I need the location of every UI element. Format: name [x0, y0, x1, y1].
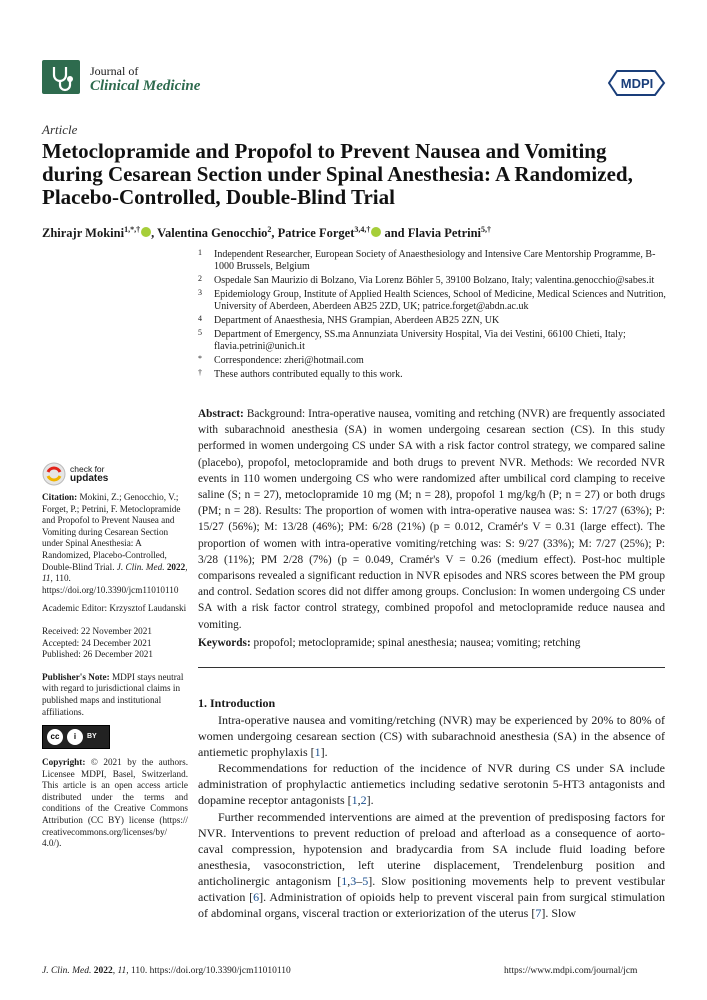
- accepted-date: Accepted: 24 December 2021: [42, 637, 152, 648]
- citation-link[interactable]: 5: [362, 873, 369, 888]
- section-heading: 1. Introduction: [198, 696, 276, 710]
- creative-commons-icon: cc: [47, 729, 63, 745]
- keywords-label: Keywords:: [198, 637, 251, 649]
- introduction-body: [198, 712, 665, 921]
- citation-doi[interactable]: , 110. https://doi.org/10.3390/jcm11010110: [42, 573, 179, 595]
- orcid-icon[interactable]: [141, 227, 151, 237]
- abstract: [198, 406, 665, 633]
- author-sup: 5,†: [481, 225, 492, 234]
- affiliations: [198, 249, 668, 383]
- footer-citation: J. Clin. Med. 2022, 11, 110. https://doi.org/10.3390/jcm11010110: [42, 966, 291, 976]
- abstract-text: Background: Intra-operative nausea, vomiting and retching (NVR) are frequently associated with subarachnoid anesthesia (SA) in women undergoing cesarean section (CS). In this study performed in women undergoing CS under SA with a risk factor control strategy, we compared saline (placebo), propofol, metoclopramide and both drugs to prevent NVR. Methods: We recorded NVR events in 110 women undergoing CS who were randomized after umbilical cord clamping to receive saline (S; n = 27), metoclopramide 10 mg (M; n = 28), propofol 1 mg/kg/h (P; n = 27) or both drugs (PM; n = 28). Results: The proportion of women with intra-operative nausea was: S: 17/27 (63%); P: 15/27 (56%); M: 13/28 (46%); PM: 6/28 (21%) (p = 0.012, Cramér's V = 0.31 (large effect). The proportion of women with intra-operative vomiting/retching was: S: 9/27 (33%); M: 7/27 (25%); P: 3/28 (11%); PM 2/28 (7%) (p = 0.049, Cramér's V = 0.26 (medium effect). Post-hoc multiple comparisons revealed a significant reduction in NVR episodes and NRS scores between the PM group and control. Sedation scores did not differ among groups. Conclusion: In women undergoing CS under SA with a risk factor control strategy, combined propofol and metoclopramide reduce nausea and vomiting.: [198, 408, 666, 631]
- article-title: Metoclopramide and Propofol to Prevent Nausea and Vomiting during Cesarean Section under Spinal Anesthesia: A Randomized, Placebo-Controlled, Double-Blind Trial: [42, 139, 633, 209]
- journal-name-line2: Clinical Medicine: [90, 78, 201, 94]
- footer-journal-url[interactable]: https://www.mdpi.com/journal/jcm: [504, 966, 638, 976]
- correspondence-item: * Correspondence: zheri@hotmail.com: [198, 354, 364, 366]
- check-for-updates-button[interactable]: [42, 462, 108, 486]
- citation-link[interactable]: 1: [314, 745, 321, 760]
- keywords: [198, 637, 665, 649]
- check-updates-icon: [42, 462, 66, 486]
- affiliation-item: 2 Ospedale San Maurizio di Bolzano, Via Lorenz Böhler 5, 39100 Bolzano, Italy; valentina.genocchio@sabes.it: [198, 274, 655, 286]
- paragraph: Further recommended interventions are aimed at the prevention of predisposing factors for NVR. Interventions to prevent reduction of preload and afterload as a consequence of aorto-caval compression, hypotension and bradycardia from SA include fluid loading before anesthesia, vasoconstriction, left uterine displacement, Trendelenburg position and anticholinergic antagonism [1,3–5]. Slow positioning movements help to prevent vestibular activation [6]. Administration of opioids help to prevent visceral pain from surgical stimulation of abdominal organs, visceral traction or exteriorization of the uterus [7]. Slow: [198, 809, 666, 921]
- publisher-note: Publisher's Note: MDPI stays neutral with regard to jurisdictional claims in published maps and institutional affiliations.: [42, 671, 184, 717]
- affiliation-item: 4 Department of Anaesthesia, NHS Grampian, Aberdeen AB25 2ZN, UK: [198, 314, 500, 326]
- affiliation-item: 5 Department of Emergency, SS.ma Annunziata University Hospital, Via dei Vestini, 66100 Chieti, Italy; flavia.petrini@unich.it: [198, 328, 626, 352]
- cc-by-license-badge[interactable]: [42, 725, 110, 749]
- author-name[interactable]: Zhirajr Mokini: [42, 226, 125, 241]
- citation-link[interactable]: 1: [351, 793, 358, 808]
- author-name[interactable]: Patrice Forget: [277, 226, 355, 241]
- paragraph: Recommendations for reduction of the incidence of NVR during CS under SA include administration of prophylactic antiemetics including sedative serotonin 5-HT3 antagonists and dopamine receptor antagonists [1,2].: [198, 761, 665, 808]
- abstract-label: Abstract:: [198, 408, 244, 420]
- paragraph: Intra-operative nausea and vomiting/retching (NVR) may be experienced by 20% to 80% of women undergoing cesarean section (CS) with subarachnoid anesthesia (SA) in the absence of antiemetic prophylaxis [1].: [198, 713, 665, 760]
- cc-badge-text: BY: [87, 733, 97, 741]
- equal-contribution-note: † These authors contributed equally to this work.: [198, 368, 403, 380]
- article-info-sidebar: [42, 492, 188, 857]
- check-updates-line2: updates: [70, 473, 109, 484]
- copyright: Copyright: © 2021 by the authors. Licensee MDPI, Basel, Switzerland. This article is an open access article distributed under the terms and conditions of the Creative Commons Attribution (CC BY) license (https:// creativecommons.org/licenses/by/ 4.0/).: [42, 757, 188, 849]
- author-sup: 2: [267, 225, 272, 234]
- footer-doi[interactable]: , 110. https://doi.org/10.3390/jcm11010110: [126, 966, 291, 976]
- academic-editor: Academic Editor: Krzysztof Laudanski: [42, 603, 187, 614]
- affiliation-item: 1 Independent Researcher, European Society of Anaesthesiology and Intensive Care Mentorship Programme, B-1000 Brussels, Belgium: [198, 248, 656, 272]
- received-date: Received: 22 November 2021: [42, 625, 152, 636]
- citation-link[interactable]: 7: [535, 906, 542, 921]
- divider: [198, 667, 665, 668]
- citation-link[interactable]: 3: [350, 873, 357, 888]
- citation-link[interactable]: 1: [341, 873, 348, 888]
- keywords-text: propofol; metoclopramide; spinal anesthesia; nausea; vomiting; retching: [253, 637, 581, 649]
- stethoscope-icon: [42, 60, 80, 94]
- published-date: Published: 26 December 2021: [42, 649, 153, 660]
- article-type: Article: [42, 122, 78, 137]
- affiliation-item: 3 Epidemiology Group, Institute of Applied Health Sciences, School of Medicine, Medical Sciences and Nutrition, University of Aberdeen, Aberdeen AB25 2ZD, UK; patrice.forget@abdn.ac.uk: [198, 288, 666, 312]
- citation: Citation: Mokini, Z.; Genocchio, V.; Forget, P.; Petrini, F. Metoclopramide and Propofol to Prevent Nausea and Vomiting during Cesarean Section under Spinal Anesthesia: A Randomized, Placebo-Controlled, Double-Blind Trial. J. Clin. Med. 2022, 11, 110. https://doi.org/10.3390/jcm11010110: [42, 492, 188, 595]
- citation-link[interactable]: 6: [253, 890, 260, 905]
- attribution-icon: i: [67, 729, 83, 745]
- check-updates-line1: check for: [70, 464, 105, 474]
- author-list: Zhirajr Mokini$^{1,*,\dagger}$ , Valentina Genocchio$^2$, Patrice Forget$^{3,4,\dagger}$ and Flavia Petrini$^{5,\dagger}$: [42, 225, 492, 241]
- journal-name-line1: Journal of: [90, 64, 139, 78]
- author-sup: 3,4,†: [354, 225, 371, 234]
- journal-logo: [42, 60, 80, 94]
- orcid-icon[interactable]: [371, 227, 381, 237]
- author-name[interactable]: Flavia Petrini: [407, 226, 482, 241]
- author-name[interactable]: Valentina Genocchio: [157, 226, 268, 241]
- mdpi-logo: [608, 70, 666, 101]
- mdpi-logo-text: MDPI: [620, 76, 654, 91]
- author-sup: 1,*,†: [124, 225, 141, 234]
- citation-link[interactable]: 2: [360, 793, 367, 808]
